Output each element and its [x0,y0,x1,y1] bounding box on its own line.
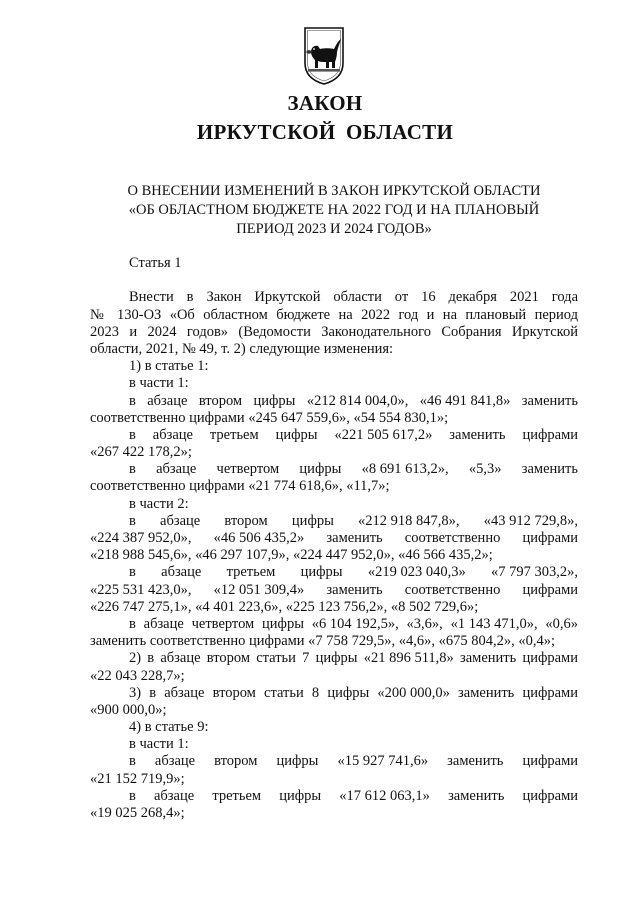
quoted-figure: «46 506 435,2» [213,530,305,547]
subtitle-line: О ВНЕСЕНИИ ИЗМЕНЕНИЙ В ЗАКОН ИРКУТСКОЙ ОБЛАСТИ [127,183,541,199]
quoted-figure: «5,3» [468,461,502,478]
body-line: «226 747 275,1», «4 401 223,6», «225 123 756,2», «8 502 729,6»; [90,598,479,615]
body-line: в абзаце четвертом цифры «6 104 192,5», «3,6», «1 143 471,0», «0,6» [129,615,578,632]
subtitle-line: ПЕРИОД 2023 И 2024 ГОДОВ» [236,221,432,237]
body-line: «22 043 228,7»; [90,667,185,684]
body-line: в части 1: [129,375,189,392]
subtitle-line: «ОБ ОБЛАСТНОМ БЮДЖЕТЕ НА 2022 ГОД И НА ПЛАНОВЫЙ [128,202,540,218]
quoted-figure: «43 912 729,8» [483,512,575,529]
body-line: соответственно цифрами «21 774 618,6», «11,7»; [90,478,390,495]
body-line: «21 152 719,9»; [90,770,185,787]
quoted-figure: «17 612 063,1» [339,787,430,804]
body-line: заменить соответственно цифрами «7 758 729,5», «4,6», «675 804,2», «0,4»; [90,633,556,650]
body-line: в части 2: [129,495,189,512]
body-line: «267 422 178,2»; [90,444,192,461]
quoted-figure: «212 814 004,0» [306,392,405,409]
article-body [90,289,578,822]
coat-of-arms-icon [302,25,346,87]
body-line: в абзаце четвертом цифры «8 691 613,2», «5,3» заменить [129,461,579,478]
document-type-title: ЗАКОН [287,91,363,115]
body-line: в абзаце втором цифры «15 927 741,6» заменить цифрами [129,753,578,770]
quoted-figure: «21 896 511,8» [363,650,454,667]
body-line: 2) в абзаце втором статьи 7 цифры «21 896 511,8» заменить цифрами [129,650,578,667]
body-line: Внести в Закон Иркутской области от 16 декабря 2021 года [129,289,578,306]
body-line: соответственно цифрами «245 647 559,6», «54 554 830,1»; [90,409,449,426]
body-line: 2023 и 2024 годов» (Ведомости Законодательного Собрания Иркутской [90,323,578,340]
body-line: 4) в статье 9: [129,719,209,736]
body-line: 3) в абзаце втором статьи 8 цифры «200 000,0» заменить цифрами [129,684,578,701]
body-line: области, 2021, № 49, т. 2) следующие изменения: [90,340,394,357]
quoted-figure: «12 051 309,4» [213,581,305,598]
body-line: в абзаце втором цифры «212 918 847,8», «43 912 729,8», [129,512,578,529]
article-heading: Статья 1 [129,255,182,271]
quoted-figure: «225 531 423,0» [90,581,188,598]
quoted-figure: «46 491 841,8» [419,392,511,409]
body-line: в абзаце третьем цифры «17 612 063,1» заменить цифрами [129,787,579,804]
quoted-figure: «0,6» [545,615,578,632]
body-line: № 130-ОЗ «Об областном бюджете на 2022 год и на плановый период [90,306,578,323]
law-subtitle [90,182,578,239]
quoted-figure: «221 505 617,2» [334,426,433,443]
quoted-figure: «15 927 741,6» [337,753,429,770]
quoted-figure: «219 023 040,3» [367,564,466,581]
quoted-figure: «8 691 613,2» [361,461,445,478]
body-line: в части 1: [129,736,189,753]
quoted-figure: «224 387 952,0» [90,530,188,547]
quoted-figure: «1 143 471,0» [450,615,534,632]
body-line: 1) в статье 1: [129,358,209,375]
quoted-figure: «3,6» [406,615,440,632]
body-line: «224 387 952,0», «46 506 435,2» заменить соответственно цифрами [90,530,578,547]
quoted-figure: «200 000,0» [377,684,450,701]
body-line: «900 000,0»; [90,701,167,718]
quoted-figure: «6 104 192,5» [311,615,396,632]
quoted-figure: «7 797 303,2» [491,564,575,581]
body-line: в абзаце втором цифры «212 814 004,0», «46 491 841,8» заменить [129,392,578,409]
body-line: в абзаце третьем цифры «221 505 617,2» заменить цифрами [129,426,579,443]
body-line: «225 531 423,0», «12 051 309,4» заменить соответственно цифрами [90,581,578,598]
body-line: «218 988 545,6», «46 297 107,9», «224 447 952,0», «46 566 435,2»; [90,547,493,564]
region-title: ИРКУТСКОЙ ОБЛАСТИ [196,120,454,144]
quoted-figure: «212 918 847,8» [358,512,456,529]
body-line: «19 025 268,4»; [90,805,185,822]
body-line: в абзаце третьем цифры «219 023 040,3» «7 797 303,2», [129,564,579,581]
